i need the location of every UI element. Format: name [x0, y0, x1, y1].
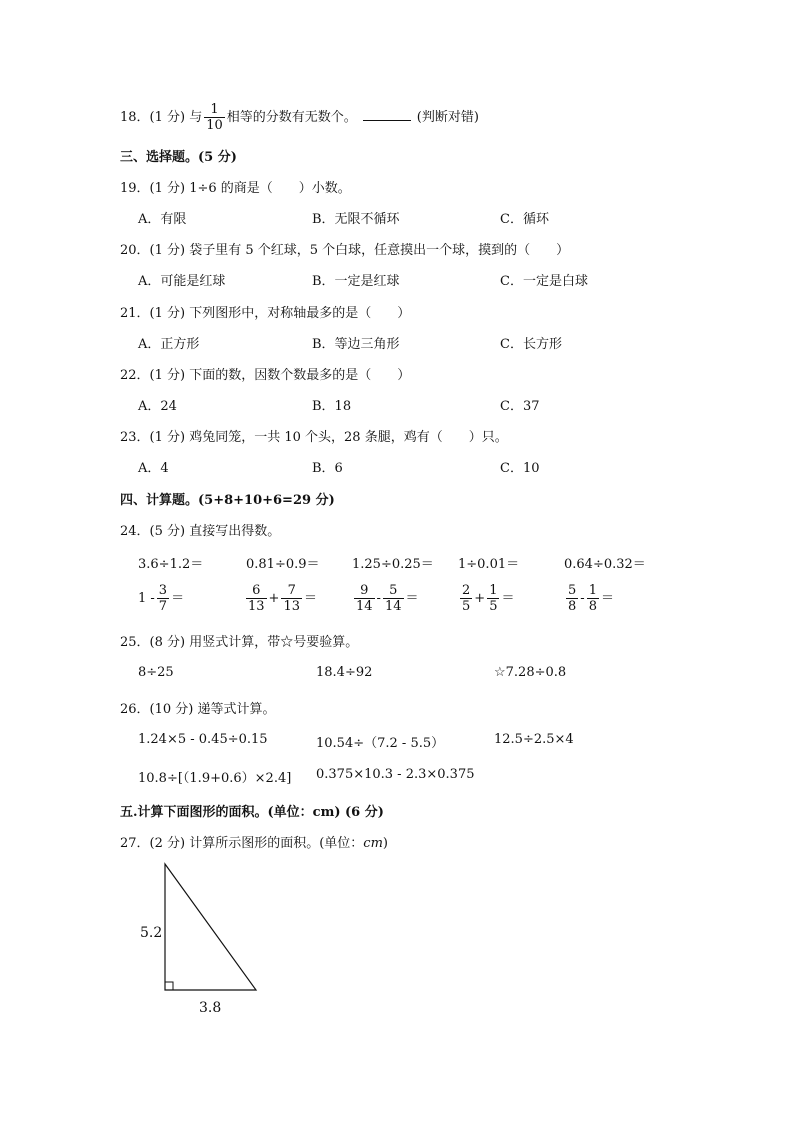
q24-e1-den: 7 — [158, 599, 168, 614]
q24-e2-den2: 13 — [283, 599, 300, 614]
section-3-heading: 三、选择题。(5 分) — [120, 150, 237, 165]
q18-prefix: 18．(1 分) 与 — [120, 110, 203, 125]
q24-e4-num1: 2 — [462, 583, 471, 598]
q24-e5-den2: 8 — [588, 599, 597, 614]
q22-option-c[interactable]: C．37 — [500, 399, 540, 414]
question-24-stem: 24．(5 分) 直接写出得数。 — [120, 524, 281, 539]
q24-frac-expr-1 — [138, 584, 184, 613]
q24-e1-eq: ＝ — [171, 591, 185, 606]
triangle-height-label: 5.2 — [140, 925, 163, 941]
right-angle-marker — [165, 982, 173, 990]
q22-option-a[interactable]: A．24 — [138, 399, 177, 414]
q18-frac-numerator: 1 — [204, 103, 225, 118]
question-23-stem: 23．(1 分) 鸡兔同笼，一共 10 个头，28 条腿，鸡有（ ）只。 — [120, 430, 508, 445]
q23-option-a[interactable]: A．4 — [138, 461, 169, 476]
q24-e4-fraction-1 — [460, 584, 472, 613]
q24-expr-1: 3.6÷1.2＝ — [138, 557, 204, 572]
question-22-stem: 22．(1 分) 下面的数，因数个数最多的是（ ） — [120, 368, 411, 383]
q24-e2-fraction-1 — [246, 584, 267, 613]
q24-expr-3: 1.25÷0.25＝ — [352, 557, 434, 572]
q21-option-c[interactable]: C．长方形 — [500, 337, 562, 352]
q24-e1-lead: 1 - — [138, 591, 155, 606]
q24-e2-op: + — [268, 591, 280, 606]
q22-option-b[interactable]: B．18 — [312, 399, 352, 414]
q27-close: ) — [382, 836, 388, 851]
q27-unit: cm — [363, 836, 383, 851]
q24-expr-5: 0.64÷0.32＝ — [564, 557, 646, 572]
question-21-stem: 21．(1 分) 下列图形中，对称轴最多的是（ ） — [120, 306, 411, 321]
q26-item-4: 10.8÷[（1.9+0.6）×2.4] — [138, 771, 292, 786]
q20-option-b[interactable]: B．一定是红球 — [312, 274, 400, 289]
q26-item-1: 1.24×5 - 0.45÷0.15 — [138, 732, 268, 747]
q24-e3-num2: 5 — [383, 584, 404, 599]
q24-e3-den1: 14 — [356, 599, 373, 614]
section-5-heading: 五.计算下面图形的面积。(单位：cm) (6 分) — [120, 805, 384, 820]
question-25-stem: 25．(8 分) 用竖式计算，带☆号要验算。 — [120, 635, 359, 650]
q23-option-c[interactable]: C．10 — [500, 461, 540, 476]
q24-e2-num1: 6 — [246, 584, 267, 599]
triangle-shape — [165, 864, 256, 990]
q24-expr-4: 1÷0.01＝ — [458, 557, 520, 572]
q20-option-c[interactable]: C．一定是白球 — [500, 274, 588, 289]
q18-fraction — [204, 103, 225, 132]
q24-e4-den2: 5 — [489, 599, 498, 614]
q24-frac-expr-5 — [564, 584, 614, 613]
q25-item-3: ☆7.28÷0.8 — [494, 665, 567, 680]
q24-e5-op: - — [580, 591, 585, 606]
q23-option-b[interactable]: B．6 — [312, 461, 343, 476]
q24-frac-expr-3 — [352, 584, 419, 613]
q24-e2-eq: ＝ — [304, 591, 318, 606]
q20-option-a[interactable]: A．可能是红球 — [138, 274, 226, 289]
question-27-stem — [120, 832, 388, 851]
triangle-base-label: 3.8 — [199, 1000, 222, 1016]
q18-tail: (判断对错) — [416, 110, 479, 125]
q24-frac-expr-4 — [458, 584, 514, 613]
q24-e4-num2: 1 — [489, 583, 498, 598]
q24-e3-eq: ＝ — [405, 591, 419, 606]
q24-e2-fraction-2 — [281, 584, 302, 613]
q24-e3-den2: 14 — [384, 599, 402, 614]
q24-e1-num: 3 — [158, 583, 168, 598]
q19-option-b[interactable]: B．无限不循环 — [312, 212, 400, 227]
q24-e5-fraction-2 — [587, 584, 599, 613]
q21-option-b[interactable]: B．等边三角形 — [312, 337, 400, 352]
q26-item-2: 10.54÷（7.2 - 5.5） — [316, 736, 445, 751]
question-26-stem: 26．(10 分) 递等式计算。 — [120, 702, 276, 717]
q24-e4-eq: ＝ — [501, 591, 515, 606]
q27-stem-text: 27．(2 分) 计算所示图形的面积。(单位： — [120, 836, 364, 851]
q24-e5-den1: 8 — [568, 599, 577, 614]
q19-option-c[interactable]: C．循环 — [500, 212, 549, 227]
q25-item-1: 8÷25 — [138, 665, 174, 680]
q21-option-a[interactable]: A．正方形 — [138, 337, 200, 352]
q24-e2-den1: 13 — [248, 599, 265, 614]
q24-e3-fraction-2 — [383, 584, 404, 613]
q24-e5-num1: 5 — [568, 583, 577, 598]
question-20-stem: 20．(1 分) 袋子里有 5 个红球，5 个白球，任意摸出一个球，摸到的（ ） — [120, 243, 570, 258]
section-4-heading: 四、计算题。(5+8+10+6=29 分) — [120, 493, 335, 508]
q24-e3-num1: 9 — [354, 584, 375, 599]
q25-item-2: 18.4÷92 — [316, 665, 373, 680]
q26-item-5: 0.375×10.3 - 2.3×0.375 — [316, 767, 475, 782]
q24-e4-fraction-2 — [487, 584, 499, 613]
q18-frac-denominator: 10 — [206, 118, 223, 133]
q24-e3-fraction-1 — [354, 584, 375, 613]
q24-e5-fraction-1 — [566, 584, 578, 613]
q24-e3-op: - — [376, 591, 381, 606]
q24-frac-expr-2 — [244, 584, 317, 613]
q19-option-a[interactable]: A．有限 — [138, 212, 187, 227]
q18-answer-blank[interactable] — [363, 108, 411, 121]
question-18 — [120, 103, 479, 132]
question-19-stem: 19．(1 分) 1÷6 的商是（ ）小数。 — [120, 181, 351, 196]
q24-e5-eq: ＝ — [600, 591, 614, 606]
q24-expr-2: 0.81÷0.9＝ — [246, 557, 320, 572]
q24-e2-num2: 7 — [281, 584, 302, 599]
q26-item-3: 12.5÷2.5×4 — [494, 732, 574, 747]
q24-e5-num2: 1 — [588, 583, 597, 598]
q24-e4-op: + — [474, 591, 486, 606]
q24-e4-den1: 5 — [462, 599, 471, 614]
q24-e1-fraction — [157, 584, 169, 613]
q18-suffix: 相等的分数有无数个。 — [226, 110, 357, 125]
